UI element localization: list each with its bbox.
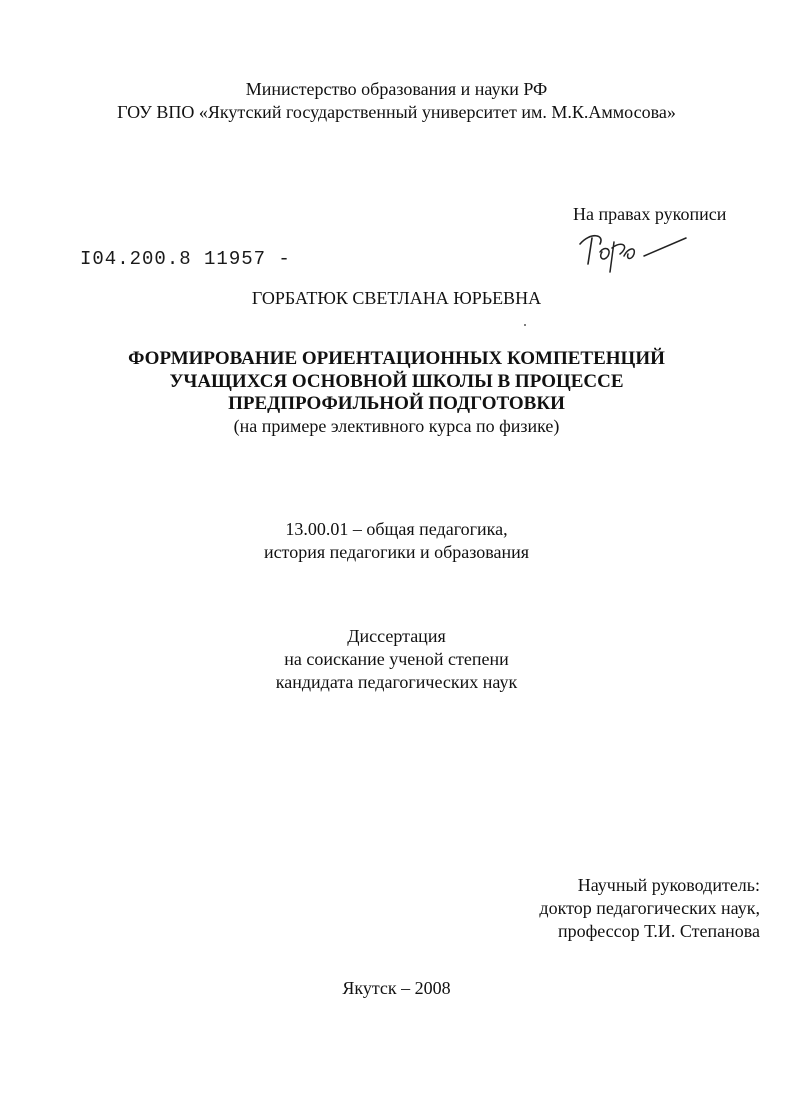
handwritten-signature <box>570 222 690 277</box>
specialty-code: 13.00.01 – общая педагогика, <box>285 519 508 539</box>
advisor-name: профессор Т.И. Степанова <box>557 921 760 941</box>
title-line-1: ФОРМИРОВАНИЕ ОРИЕНТАЦИОННЫХ КОМПЕТЕНЦИЙ <box>128 348 665 369</box>
title-line-3: ПРЕДПРОФИЛЬНОЙ ПОДГОТОВКИ <box>228 393 565 414</box>
degree-purpose: на соискание ученой степени <box>284 649 509 669</box>
advisor-block <box>539 874 760 943</box>
manuscript-note: На правах рукописи <box>573 204 727 224</box>
advisor-label: Научный руководитель: <box>577 875 760 895</box>
degree-field: кандидата педагогических наук <box>275 672 518 692</box>
university-name: ГОУ ВПО «Якутский государственный университет им. М.К.Аммосова» <box>117 102 676 122</box>
ministry-name: Министерство образования и науки РФ <box>245 79 548 99</box>
scan-speck <box>524 324 526 326</box>
specialty-name: история педагогики и образования <box>263 542 530 562</box>
city-year: Якутск – 2008 <box>342 978 451 998</box>
archive-stamp-number: I04.200.8 11957 - <box>80 248 291 270</box>
degree-type: Диссертация <box>347 626 446 646</box>
title-subtitle: (на примере элективного курса по физике) <box>233 416 560 436</box>
author-name: ГОРБАТЮК СВЕТЛАНА ЮРЬЕВНА <box>251 288 542 308</box>
title-line-2: УЧАЩИХСЯ ОСНОВНОЙ ШКОЛЫ В ПРОЦЕССЕ <box>169 371 624 392</box>
advisor-degree: доктор педагогических наук, <box>539 898 760 918</box>
